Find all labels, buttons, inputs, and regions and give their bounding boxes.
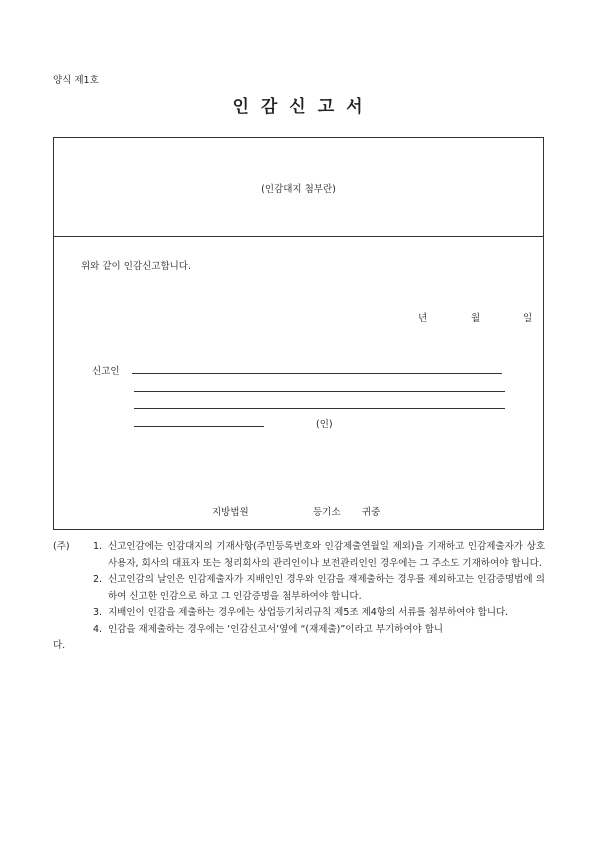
registry-name-label: 등기소 (313, 507, 341, 518)
reporter-label: 신고인 (92, 366, 120, 377)
seal-mark: (인) (316, 419, 333, 430)
reporter-line-3[interactable] (134, 408, 505, 409)
note-text: 지배인이 인감을 제출하는 경우에는 상업등기처리규칙 제5조 제4항의 서류를 첨부하여야 합니다. (108, 607, 509, 618)
declaration-text: 위와 같이 인감신고합니다. (81, 261, 192, 272)
date-month-label: 월 (471, 313, 481, 324)
notes-section (53, 539, 545, 655)
note-item-2 (53, 572, 545, 605)
date-year-label: 년 (418, 313, 428, 324)
note-text: 신고인감에는 인감대지의 기재사항(주민등록번호와 인감제출연월일 제외)을 기재하고 인감제출자가 상호사용자, 회사의 대표자 또는 청리회사의 관리인이나 보전관리인인 경우에는 그 주소도 기재하여야 합니다. (108, 541, 545, 569)
note-item-1 (53, 539, 545, 572)
note-number: 2. (93, 574, 103, 585)
note-text: 인감을 재제출하는 경우에는 ‘인감신고서’옆에 “(재제출)”이라고 부기하여야 합니 (108, 623, 444, 635)
note-number: 1. (93, 541, 103, 552)
seal-attachment-note: (인감대지 첨부란) (261, 184, 336, 195)
note-text: 신고인감의 날인은 인감제출자가 지배인인 경우와 인감을 재제출하는 경우를 제외하고는 인감증명법에 의하여 신고한 인감으로 하고 그 인감증명을 첨부하여야 합니다. (108, 574, 545, 602)
note-number: 4. (93, 623, 103, 635)
page-title: 인감신고서 (232, 97, 375, 117)
reporter-line-1[interactable] (132, 373, 502, 374)
date-day-label: 일 (523, 313, 533, 324)
note-item-3 (53, 605, 545, 622)
notes-prefix: (주) (53, 541, 70, 552)
court-name-label: 지방법원 (212, 507, 249, 518)
form-number: 양식 제1호 (53, 75, 99, 86)
reporter-line-2[interactable] (134, 391, 505, 392)
addressee-honorific: 귀중 (362, 507, 381, 518)
note-number: 3. (93, 607, 103, 618)
form-box (53, 137, 544, 530)
note-continuation: 다. (53, 640, 66, 651)
reporter-line-4[interactable] (134, 426, 264, 427)
seal-attachment-area (54, 138, 543, 237)
note-item-4 (53, 622, 545, 639)
